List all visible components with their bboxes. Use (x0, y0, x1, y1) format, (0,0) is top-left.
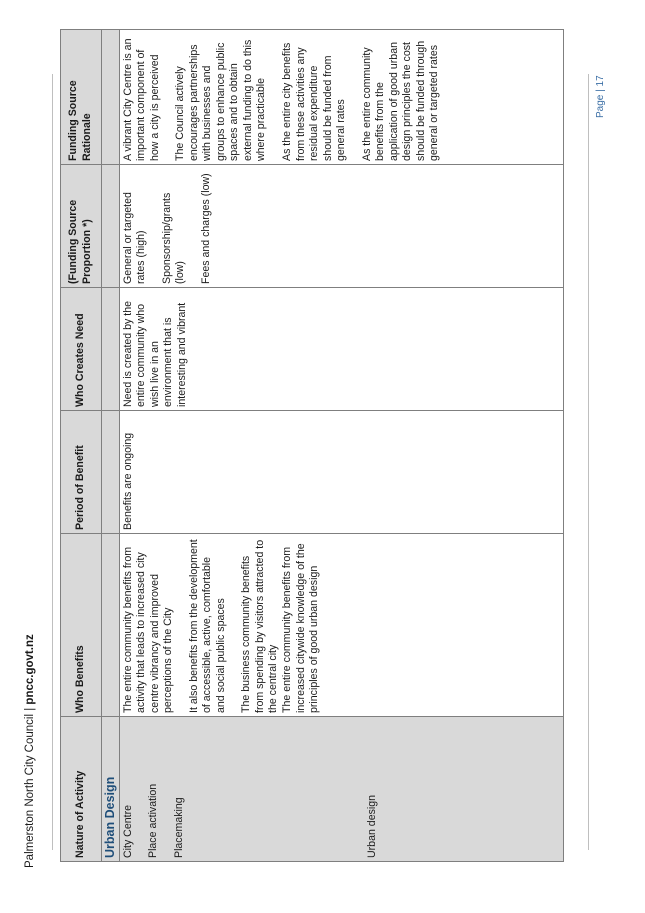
rationale-text-1: A vibrant City Centre is an important component of how a city is perceived (121, 38, 161, 161)
footer-website-link[interactable]: pncc.govt.nz (24, 634, 36, 705)
activity-city-centre: City Centre (121, 805, 134, 858)
page-number: Page | 17 (595, 75, 606, 118)
right-margin-rule (588, 74, 589, 850)
left-margin-rule (52, 74, 53, 850)
period-cell (119, 411, 563, 534)
funding-sponsorship: Sponsorship/grants (low) (160, 192, 187, 284)
section-title-cell (102, 717, 120, 862)
rationale-text-4: As the entire community benefits from the application of good urban design principles the cost should be funded through general or targeted rates (360, 40, 441, 161)
activities-cell (119, 717, 563, 862)
footer-council (24, 634, 36, 868)
header-nature-of-activity: Nature of Activity (61, 717, 102, 862)
activity-place-activation: Place activation (147, 783, 160, 858)
header-who-benefits: Who Benefits (61, 534, 102, 717)
table-header-row (61, 30, 102, 862)
rationale-text-2: The Council actively encourages partnerships with businesses and groups to enhance public spaces and to obtain external funding to do this where practicable (174, 39, 268, 161)
benefit-text-1: The entire community benefits from activity that leads to increased city centre vibrancy and improved perceptions of the City (121, 546, 175, 713)
rationale-text-3: As the entire city benefits from these activities any residual expenditure should be funded from general rates (281, 42, 348, 161)
table-row (119, 30, 563, 862)
benefit-text-2: It also benefits from the development of accessible, active, comfortable and social public spaces (187, 539, 227, 713)
funding-proportion-cell (119, 165, 563, 288)
section-row (102, 30, 120, 862)
rotated-table-container (60, 38, 564, 862)
who-benefits-cell (119, 534, 563, 717)
header-funding-source-rationale: Funding Source Rationale (61, 30, 102, 165)
header-period-of-benefit: Period of Benefit (61, 411, 102, 534)
period-text: Benefits are ongoing (121, 432, 134, 530)
section-title: Urban Design (103, 776, 117, 858)
header-funding-source-proportion: (Funding Source Proportion *) (61, 165, 102, 288)
benefit-text-4: The entire community benefits from increased citywide knowledge of the principles of good urban design (281, 543, 321, 713)
funding-fees: Fees and charges (low) (199, 173, 212, 284)
funding-rates: General or targeted rates (high) (121, 192, 148, 284)
funding-table (60, 29, 564, 862)
activity-placemaking: Placemaking (172, 797, 185, 858)
footer-separator: | (24, 707, 36, 711)
activity-urban-design: Urban design (366, 794, 379, 858)
who-creates-need-cell (119, 288, 563, 411)
rationale-cell (119, 30, 563, 165)
need-text: Need is created by the entire community who wish live in an environment that is interesting and vibrant (121, 301, 188, 407)
footer-council-name: Palmerston North City Council (24, 713, 36, 868)
header-who-creates-need: Who Creates Need (61, 288, 102, 411)
benefit-text-3: The business community benefits from spending by visitors attracted to the central city (240, 539, 280, 713)
